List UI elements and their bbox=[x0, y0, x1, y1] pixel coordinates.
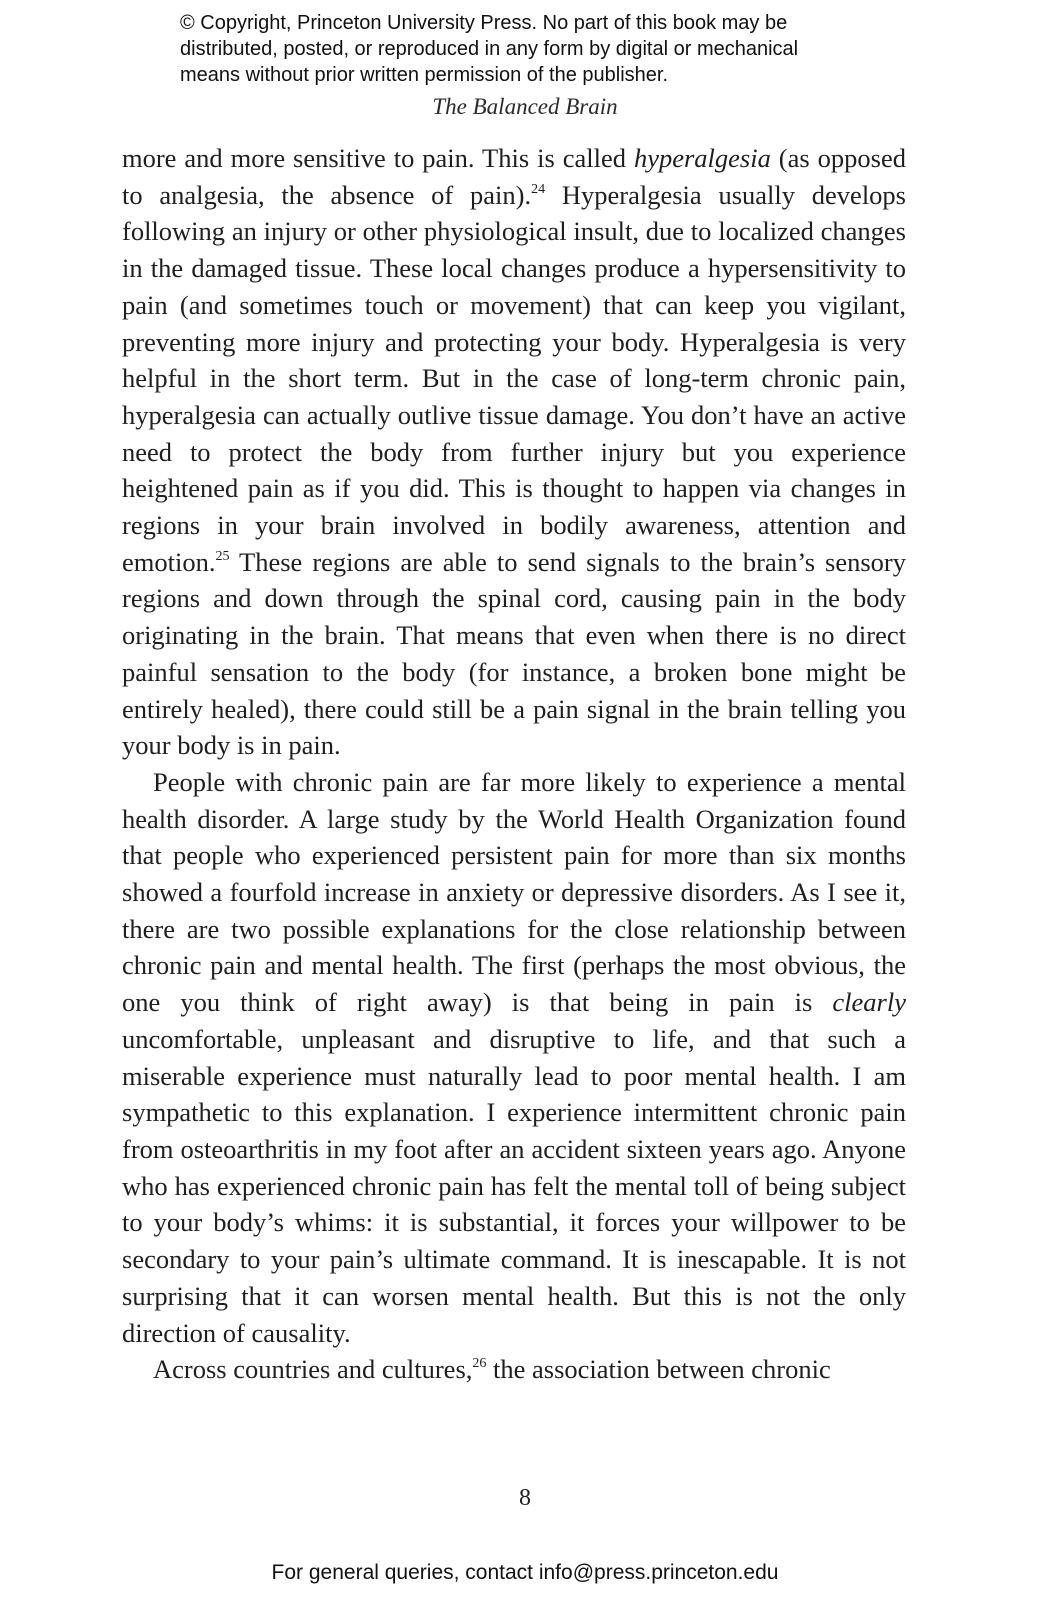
footnote-ref-26: 26 bbox=[472, 1356, 487, 1372]
copyright-notice bbox=[180, 10, 900, 88]
text-run: Across countries and cultures, bbox=[153, 1354, 473, 1385]
text-run: the association between chronic bbox=[486, 1354, 831, 1385]
text-run: more and more sensitive to pain. This is called bbox=[122, 143, 634, 173]
text-run: (as opposed to analgesia, the absence of pain). bbox=[122, 143, 906, 210]
footer-contact: For general queries, contact info@press.princeton.edu bbox=[271, 1561, 779, 1584]
text-run: People with chronic pain are far more likely to experience a mental health disorder. A large study by the World Health Organization found that people who experienced persistent pain for more than six months showed a fourfold increase in anxiety or depressive disorders. As I see it, there are two possible explanations for the close relationship between chronic pain and mental health. The first (perhaps the most obvious, the one you think of right away) is that being in pain is bbox=[122, 766, 906, 1018]
paragraph-3 bbox=[122, 1351, 906, 1388]
text-run: Hyperalgesia usually develops following an injury or other physiological insult, due to localized changes in the damaged tissue. These local changes produce a hypersensitivity to pain (and sometimes touch or movement) that can keep you vigilant, preventing more injury and protecting your body. Hyperalgesia is very helpful in the short term. But in the case of long-term chronic pain, hyperalgesia can actually outlive tissue damage. You don’t have an active need to protect the body from further injury but you experience heightened pain as if you did. This is thought to happen via changes in regions in your brain involved in bodily awareness, attention and emotion. bbox=[122, 179, 906, 577]
copyright-line: means without prior written permission of the publisher. bbox=[180, 64, 669, 86]
footnote-ref-24: 24 bbox=[531, 181, 546, 197]
copyright-line: © Copyright, Princeton University Press. No part of this book may be bbox=[180, 12, 788, 34]
text-run: These regions are able to send signals to the brain’s sensory regions and down through the spinal cord, causing pain in the body originating in the brain. That means that even when there is no direct painful sensation to the body (for instance, a broken bone might be entirely healed), there could still be a pain signal in the brain telling you your body is in pain. bbox=[122, 546, 906, 761]
paragraph-2 bbox=[122, 764, 906, 1351]
body-text bbox=[122, 140, 906, 1388]
page-number: 8 bbox=[519, 1485, 531, 1511]
paragraph-1 bbox=[122, 140, 906, 764]
footnote-ref-25: 25 bbox=[215, 548, 230, 564]
running-head: The Balanced Brain bbox=[432, 94, 618, 119]
emphasis-clearly: clearly bbox=[832, 987, 906, 1018]
text-run: uncomfortable, unpleasant and disruptive to life, and that such a miserable experience must naturally lead to poor mental health. I am sympathetic to this explanation. I experience intermittent chronic pain from osteoarthritis in my foot after an accident sixteen years ago. Anyone who has experienced chronic pain has felt the mental toll of being subject to your body’s whims: it is substantial, it forces your willpower to be secondary to your pain’s ultimate command. It is inescapable. It is not surprising that it can worsen mental health. But this is not the only direction of causality. bbox=[122, 1023, 906, 1348]
emphasis-hyperalgesia: hyperalgesia bbox=[633, 143, 771, 173]
copyright-line: distributed, posted, or reproduced in any form by digital or mechanical bbox=[180, 38, 799, 60]
